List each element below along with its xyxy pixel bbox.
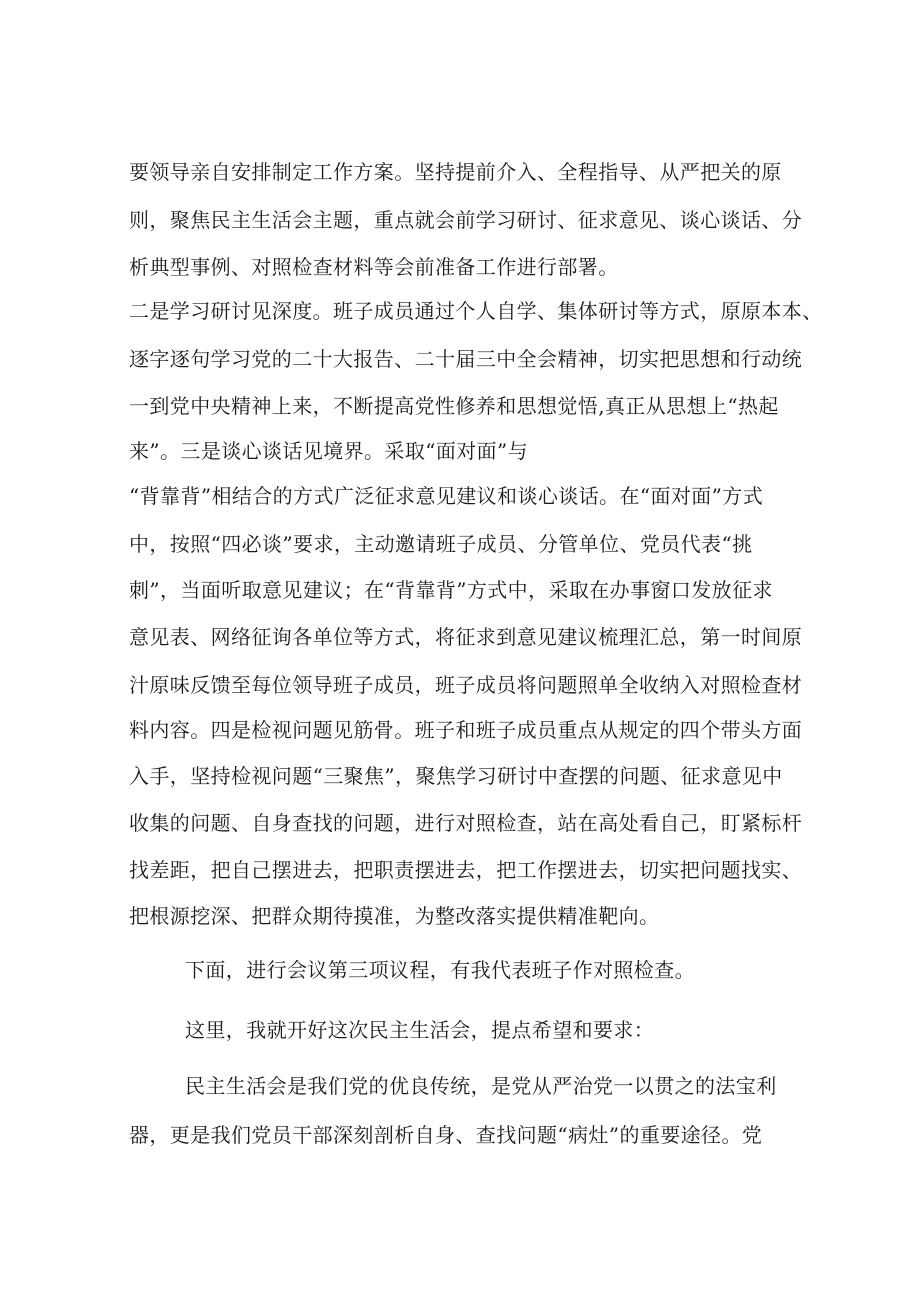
text-line: 民主生活会是我们党的优良传统，是党从严治党一以贯之的法宝利 bbox=[185, 1074, 777, 1098]
text-line: 刺”，当面听取意见建议；在“背靠背”方式中，采取在办事窗口发放征求 bbox=[129, 578, 773, 602]
text-line: 器，更是我们党员干部深刻剖析自身、查找问题“病灶”的重要途径。党 bbox=[129, 1123, 763, 1147]
text-line: 来”。三是谈心谈话见境界。采取“面对面”与 bbox=[129, 439, 529, 463]
text-line: 意见表、网络征询各单位等方式，将征求到意见建议梳理汇总，第一时间原 bbox=[129, 625, 803, 649]
text-line: 下面，进行会议第三项议程，有我代表班子作对照检查。 bbox=[185, 958, 695, 982]
text-line: 要领导亲自安排制定工作方案。坚持提前介入、全程指导、从严把关的原 bbox=[129, 160, 782, 184]
text-line: 料内容。四是检视问题见筋骨。班子和班子成员重点从规定的四个带头方面 bbox=[129, 718, 803, 742]
text-line: 把根源挖深、把群众期待摸准，为整改落实提供精准靶向。 bbox=[129, 904, 660, 928]
text-line: “背靠背”相结合的方式广泛征求意见建议和谈心谈话。在“面对面”方式 bbox=[129, 484, 764, 508]
text-line: 一到党中央精神上来，不断提高党性修养和思想觉悟,真正从思想上“热起 bbox=[129, 394, 779, 418]
text-line: 则，聚焦民主生活会主题，重点就会前学习研讨、征求意见、谈心谈话、分 bbox=[129, 208, 803, 232]
text-line: 二是学习研讨见深度。班子成员通过个人自学、集体研讨等方式，原原本本、 bbox=[129, 299, 823, 323]
text-line: 入手，坚持检视问题“三聚焦”，聚焦学习研讨中查摆的问题、征求意见中 bbox=[129, 764, 783, 788]
text-line: 收集的问题、自身查找的问题，进行对照检查，站在高处看自己，盯紧标杆 bbox=[129, 811, 803, 835]
text-line: 这里，我就开好这次民主生活会，提点希望和要求： bbox=[185, 1018, 655, 1042]
text-line: 析典型事例、对照检查材料等会前准备工作进行部署。 bbox=[129, 255, 619, 279]
text-line: 汁原味反馈至每位领导班子成员，班子成员将问题照单全收纳入对照检查材 bbox=[129, 673, 803, 697]
text-line: 找差距，把自己摆进去，把职责摆进去，把工作摆进去，切实把问题找实、 bbox=[129, 858, 803, 882]
text-line: 中，按照“四必谈”要求，主动邀请班子成员、分管单位、党员代表“挑 bbox=[129, 532, 753, 556]
text-line: 逐字逐句学习党的二十大报告、二十届三中全会精神，切实把思想和行动统 bbox=[129, 347, 803, 371]
